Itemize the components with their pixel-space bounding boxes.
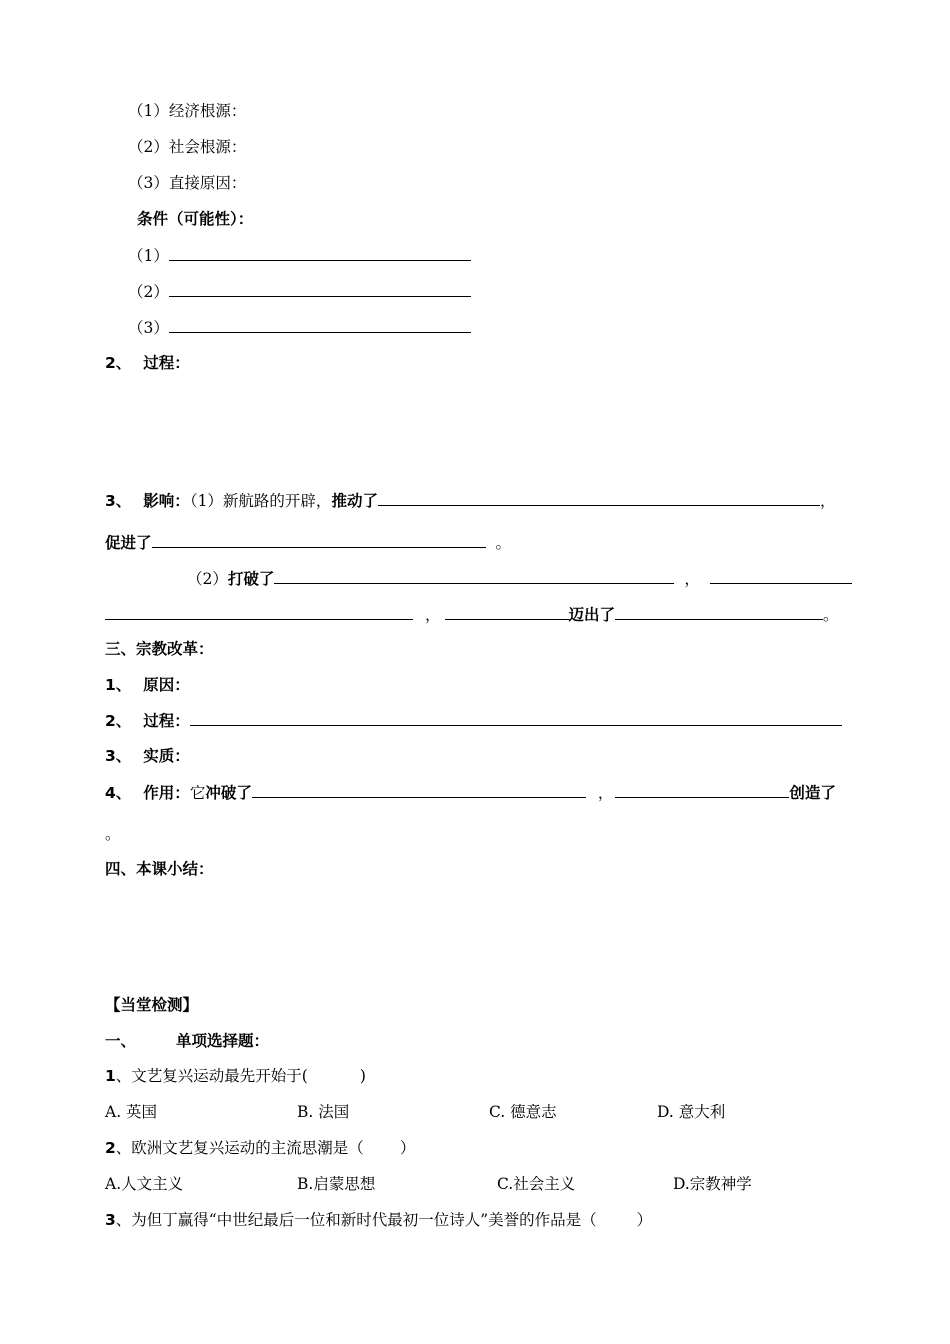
- condition-2: [128, 279, 471, 303]
- question-1-stem: 、文艺复兴运动最先开始于(: [115, 1067, 308, 1085]
- section3-title: 三、宗教改革：: [105, 640, 214, 658]
- question-3-num: 3: [105, 1211, 116, 1229]
- section3-item-3: [105, 744, 190, 768]
- section3-item-1-label: 原因：: [143, 676, 190, 694]
- impact-pushed-blank[interactable]: [378, 488, 820, 506]
- question-1-num: 1: [105, 1067, 116, 1085]
- section3-item-4-comma: ，: [597, 784, 614, 802]
- impact-promoted-blank[interactable]: [152, 530, 486, 548]
- impact-period2: 。: [823, 606, 839, 624]
- section3-item-1-num: 1、: [105, 676, 132, 694]
- impact-pushed: 推动了: [331, 492, 378, 510]
- impact-comma: ，: [819, 492, 836, 510]
- section3-item-4-num: 4、: [105, 784, 132, 802]
- condition-2-blank[interactable]: [169, 279, 471, 297]
- section3-item-4-label: 作用：: [143, 784, 190, 802]
- condition-1-blank[interactable]: [169, 243, 471, 261]
- impact-line-2: [105, 530, 511, 554]
- quiz-part: [105, 1029, 269, 1053]
- impact-promoted: 促进了: [105, 534, 152, 552]
- question-2-stem: 、欧洲文艺复兴运动的主流思潮是（: [115, 1139, 364, 1157]
- question-2-option-b[interactable]: B.启蒙思想: [297, 1175, 376, 1193]
- section3-broke-blank[interactable]: [252, 780, 586, 798]
- impact-line-3: [187, 566, 852, 590]
- section3-item-3-label: 实质：: [143, 747, 190, 765]
- question-1-option-d[interactable]: D. 意大利: [657, 1103, 726, 1121]
- impact-num: 3、: [105, 492, 132, 510]
- condition-3: [128, 315, 471, 339]
- impact-stepped-blank[interactable]: [615, 602, 823, 620]
- question-1-option-c[interactable]: C. 德意志: [489, 1103, 557, 1121]
- section3-item-3-num: 3、: [105, 747, 132, 765]
- condition-1: [128, 243, 471, 267]
- impact-period: 。: [495, 534, 512, 552]
- impact-stepped: 迈出了: [568, 606, 616, 624]
- section3-item-4-lead: 它: [189, 784, 206, 802]
- cause-item-1: （1）经济根源：: [128, 102, 247, 120]
- impact-comma3: ，: [425, 606, 441, 624]
- process-label: 过程：: [143, 354, 190, 372]
- process-heading: [105, 351, 190, 375]
- question-3: [105, 1208, 652, 1232]
- section4-title: 四、本课小结：: [105, 860, 214, 878]
- question-1-option-b[interactable]: B. 法国: [297, 1103, 350, 1121]
- impact-broke: 打破了: [227, 570, 275, 588]
- question-2-close: ）: [399, 1139, 416, 1157]
- impact-label: 影响：: [143, 492, 190, 510]
- section3-item-4-broke: 冲破了: [205, 784, 252, 802]
- question-1: [105, 1064, 366, 1088]
- question-2-options: [0, 1172, 950, 1196]
- impact-line-4: [105, 602, 839, 626]
- conditions-heading: 条件（可能性）：: [137, 210, 254, 228]
- impact-broke-blank-2[interactable]: [710, 566, 852, 584]
- question-2-option-d[interactable]: D.宗教神学: [673, 1175, 752, 1193]
- question-3-stem: 、为但丁赢得“中世纪最后一位和新时代最初一位诗人”美誉的作品是（: [115, 1211, 597, 1229]
- question-3-close: ）: [636, 1211, 653, 1229]
- section3-item-2-label: 过程：: [143, 712, 190, 730]
- section3-item-2: [105, 708, 842, 732]
- section3-item-4-period: 。: [105, 825, 121, 843]
- question-1-option-a[interactable]: A. 英国: [105, 1103, 158, 1121]
- impact-comma2: ，: [684, 570, 700, 588]
- question-1-close: ): [359, 1067, 366, 1085]
- question-2-option-c[interactable]: C.社会主义: [497, 1175, 576, 1193]
- section3-item-1: [105, 673, 190, 697]
- impact-sub1: （1）新航路的开辟，: [189, 492, 332, 510]
- quiz-heading: 【当堂检测】: [105, 996, 199, 1014]
- section3-created-blank[interactable]: [615, 780, 789, 798]
- question-2-num: 2: [105, 1139, 116, 1157]
- impact-line4-blank-1[interactable]: [105, 602, 413, 620]
- question-2: [105, 1136, 415, 1160]
- process-num: 2、: [105, 354, 132, 372]
- section3-item-4-created: 创造了: [789, 784, 836, 802]
- condition-3-label: （3）: [128, 319, 169, 337]
- cause-item-2: （2）社会根源：: [128, 138, 247, 156]
- condition-1-label: （1）: [128, 247, 169, 265]
- impact-line-1: [105, 488, 865, 512]
- section3-process-blank[interactable]: [190, 708, 842, 726]
- quiz-part-title: 单项选择题：: [176, 1032, 270, 1050]
- section3-item-4: [105, 780, 836, 804]
- impact-broke-blank[interactable]: [274, 566, 674, 584]
- section3-item-2-num: 2、: [105, 712, 132, 730]
- condition-3-blank[interactable]: [169, 315, 471, 333]
- impact-line4-blank-2[interactable]: [445, 602, 569, 620]
- quiz-part-num: 一、: [105, 1032, 137, 1050]
- cause-item-3: （3）直接原因：: [128, 174, 247, 192]
- condition-2-label: （2）: [128, 283, 169, 301]
- question-1-options: [0, 1100, 950, 1124]
- question-2-option-a[interactable]: A.人文主义: [105, 1175, 184, 1193]
- impact-sub2: （2）: [187, 570, 228, 588]
